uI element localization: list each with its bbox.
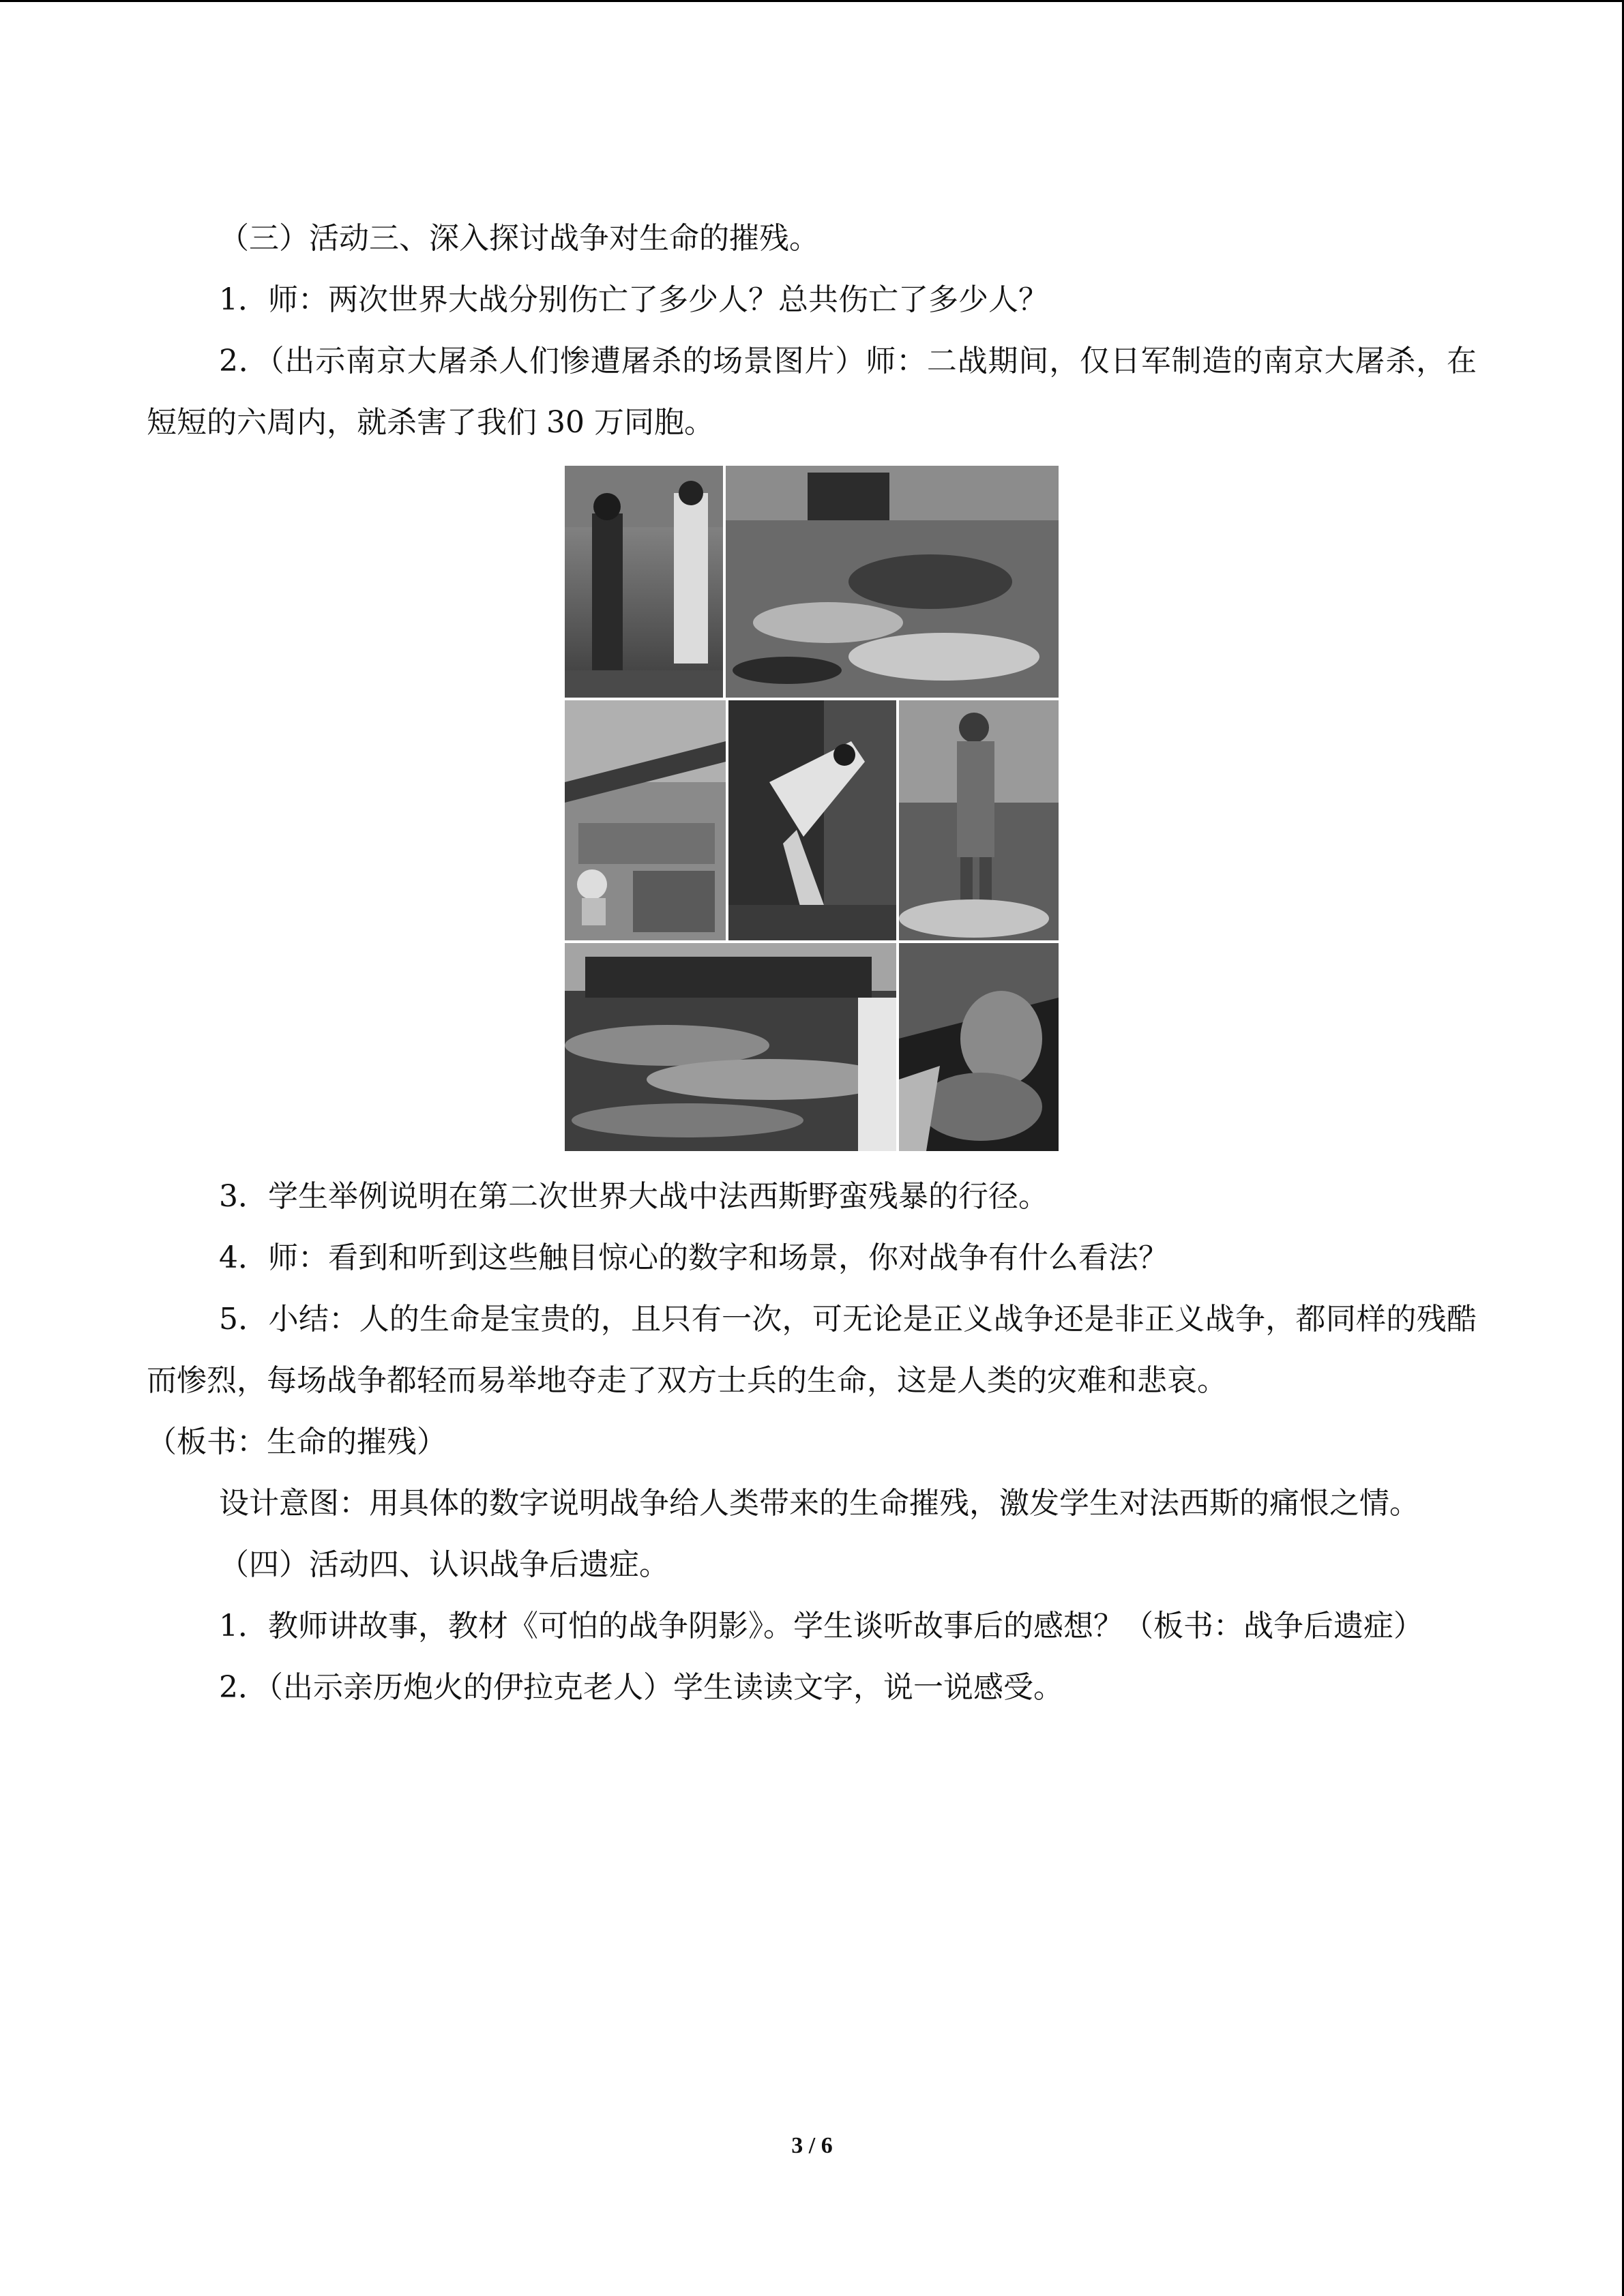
paragraph-item-2: 2．（出示南京大屠杀人们惨遭屠杀的场景图片）师：二战期间，仅日军制造的南京大屠杀，在短短的六周内，就杀害了我们 30 万同胞。 <box>147 344 1477 440</box>
paragraph-activity-four-item-1: 1．教师讲故事，教材《可怕的战争阴影》。学生谈听故事后的感想？（板书：战争后遗症） <box>219 1609 1423 1643</box>
page-top-border <box>0 0 1624 2</box>
photo-victim-closeup <box>899 943 1059 1151</box>
photo-mass-bodies <box>565 943 896 1151</box>
paragraph-item-5-summary: 5．小结：人的生命是宝贵的，且只有一次，可无论是正义战争还是非正义战争，都同样的残酷而惨烈，每场战争都轻而易举地夺走了双方士兵的生命，这是人类的灾难和悲哀。 <box>147 1302 1477 1398</box>
paragraph-activity-four-item-2: 2．（出示亲历炮火的伊拉克老人）学生读读文字，说一说感受。 <box>219 1670 1063 1705</box>
paragraph-activity-three-heading: （三）活动三、深入探讨战争对生命的摧残。 <box>219 221 819 256</box>
paragraph-item-1: 1．师：两次世界大战分别伤亡了多少人？总共伤亡了多少人？ <box>219 282 1048 317</box>
photo-street-bodies <box>726 466 1059 698</box>
photo-ruins-child <box>565 700 726 940</box>
photo-standing-men <box>565 466 723 698</box>
nanjing-photo-collage <box>565 466 1059 1151</box>
paragraph-activity-four-heading: （四）活动四、认识战争后遗症。 <box>219 1547 669 1582</box>
page-number: 3 / 6 <box>791 2133 833 2158</box>
photo-soldier-standing <box>899 700 1059 940</box>
paragraph-blackboard-note: （板书：生命的摧残） <box>147 1425 447 1459</box>
photo-hanging-victim <box>728 700 896 940</box>
paragraph-design-intent: 设计意图：用具体的数字说明战争给人类带来的生命摧残，激发学生对法西斯的痛恨之情。 <box>219 1486 1419 1521</box>
document-body <box>147 208 1477 1718</box>
paragraph-item-4: 4．师：看到和听到这些触目惊心的数字和场景，你对战争有什么看法？ <box>219 1240 1168 1275</box>
paragraph-item-3: 3．学生举例说明在第二次世界大战中法西斯野蛮残暴的行径。 <box>219 1179 1048 1214</box>
